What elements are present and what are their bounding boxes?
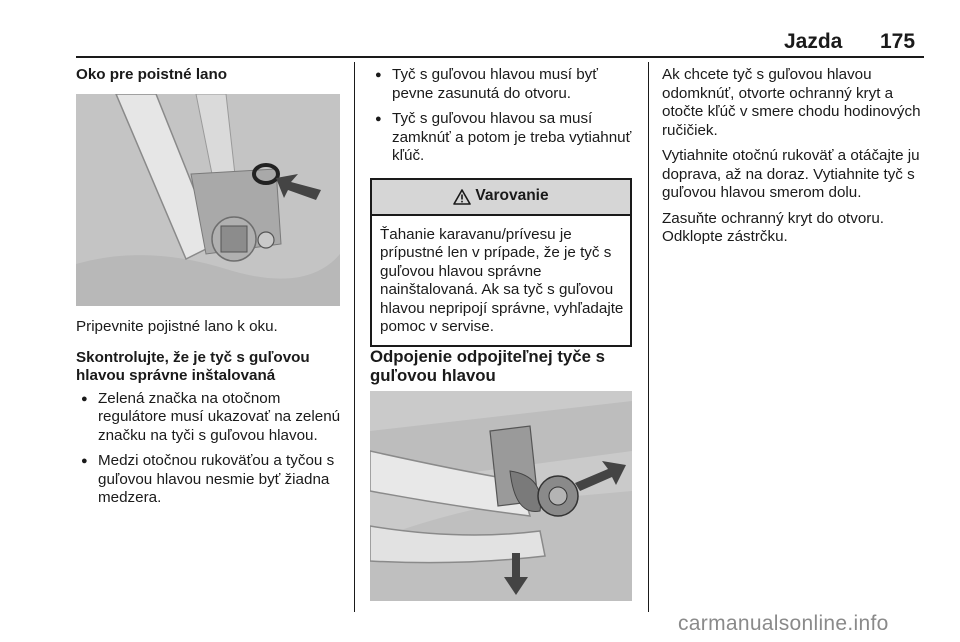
- section-title: Jazda: [784, 30, 843, 53]
- remove-instructions: Vytiahnite otočnú rukoväť a otáčajte ju doprava, až na doraz. Vytiahnite tyč s guľovou hlavou smerom dolu.: [662, 147, 920, 201]
- tow-eye-caption: Pripevnite pojistné lano k oku.: [76, 318, 278, 335]
- requirements-list: [370, 66, 632, 166]
- column-3: [662, 66, 927, 254]
- list-item: ● Medzi otočnou rukoväťou a tyčou s guľovou hlavou nesmie byť žiadna medzera.: [76, 452, 348, 508]
- column-1-text: [76, 318, 348, 515]
- warning-triangle-icon: [453, 189, 471, 205]
- warning-title: Varovanie: [475, 187, 549, 205]
- tow-eye-drawing: [76, 94, 340, 306]
- site-watermark: carmanualsonline.info: [678, 612, 889, 635]
- column-divider-2: [648, 62, 649, 612]
- tow-eye-illustration: [76, 94, 340, 306]
- tow-eye-heading: Oko pre poistné lano: [76, 66, 228, 83]
- check-installation-heading: Skontrolujte, že je tyč s guľovou hlavou správne inštalovaná: [76, 348, 310, 384]
- header-rule: [76, 56, 924, 58]
- warning-text: Ťahanie karavanu/prívesu je prípustné len v prípade, že je tyč s guľovou hlavou správne nainštalovaná. Ak sa tyč s guľovou hlavou nepripojí správne, vyhľadajte pomoc v servise.: [380, 225, 624, 335]
- cover-instructions: Zasuňte ochranný kryt do otvoru. Odklopte zástrčku.: [662, 209, 885, 245]
- warning-header: [372, 180, 630, 216]
- detach-drawing: [370, 391, 632, 601]
- column-divider-1: [354, 62, 355, 612]
- column-1: [76, 66, 344, 92]
- check-list: [76, 390, 348, 508]
- list-item: ● Tyč s guľovou hlavou sa musí zamknúť a potom je treba vytiahnuť kľúč.: [370, 110, 632, 166]
- column-2: [370, 66, 632, 392]
- list-item: ● Tyč s guľovou hlavou musí byť pevne zasunutá do otvoru.: [370, 66, 632, 103]
- detach-heading: Odpojenie odpojiteľnej tyče s guľovou hlavou: [370, 346, 605, 385]
- list-item: ● Zelená značka na otočnom regulátore musí ukazovať na zelenú značku na tyči s guľovou hlavou.: [76, 390, 348, 446]
- warning-box: [370, 178, 632, 347]
- detach-illustration: [370, 391, 632, 601]
- page-number: 175: [880, 30, 916, 53]
- unlock-instructions: Ak chcete tyč s guľovou hlavou odomknúť, otvorte ochranný kryt a otočte kľúč v smere chodu hodinových ručičiek.: [662, 66, 921, 139]
